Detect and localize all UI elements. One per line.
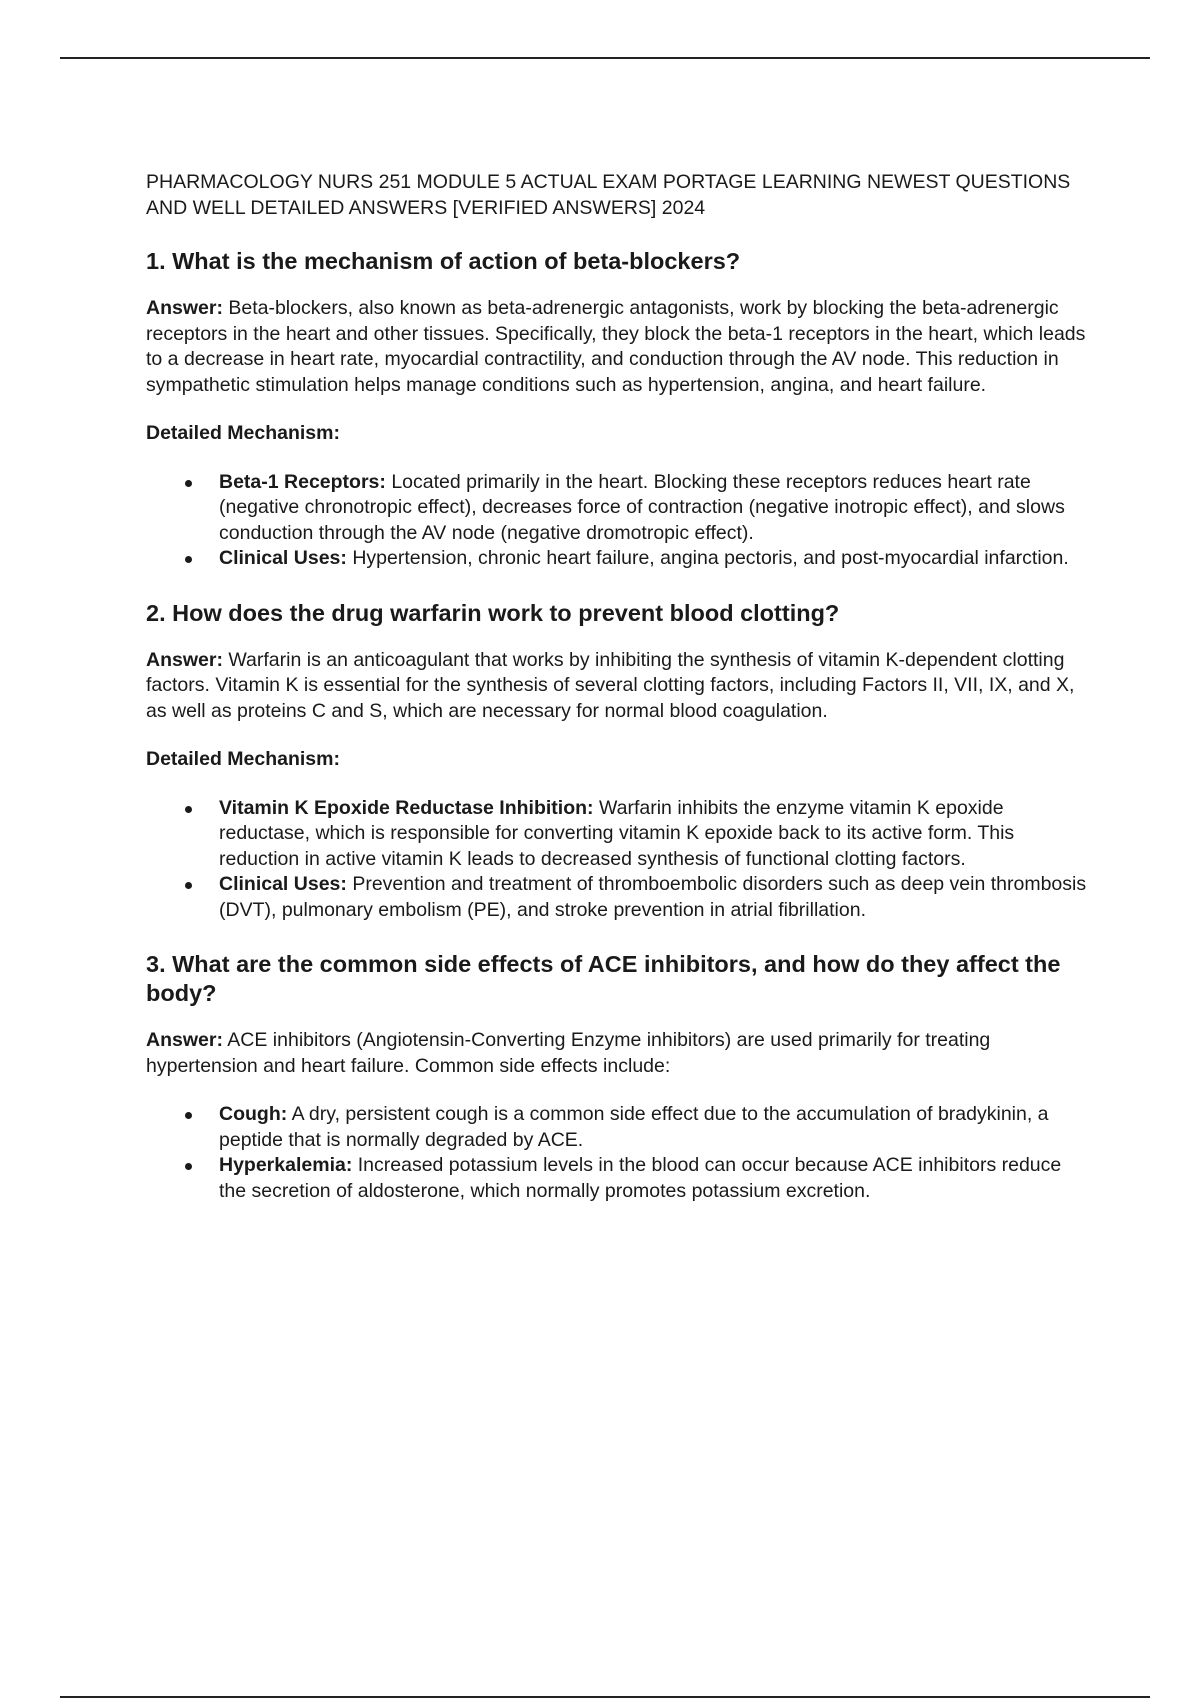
question-heading: 3. What are the common side effects of ACE inhibitors, and how do they affect the body?	[146, 951, 1061, 1006]
list-item	[219, 546, 1091, 572]
document-title: PHARMACOLOGY NURS 251 MODULE 5 ACTUAL EXAM PORTAGE LEARNING NEWEST QUESTIONS AND WELL DETAILED ANSWERS [VERIFIED ANSWERS] 2024	[146, 171, 1071, 219]
bullet-term: Cough:	[219, 1103, 288, 1125]
answer-label: Answer:	[146, 297, 223, 319]
answer-label: Answer:	[146, 1029, 223, 1051]
list-item	[219, 796, 1091, 873]
bullet-list	[146, 470, 1091, 572]
bullet-text: Prevention and treatment of thromboembolic disorders such as deep vein thrombosis (DVT), pulmonary embolism (PE), and stroke prevention in atrial fibrillation.	[219, 873, 1087, 921]
bullet-term: Clinical Uses:	[219, 547, 347, 569]
bullet-text: Warfarin inhibits the enzyme vitamin K epoxide reductase, which is responsible for converting vitamin K epoxide back to its active form. This reduction in active vitamin K leads to decreased synthesis of functional clotting factors.	[219, 796, 1015, 870]
detailed-mechanism-label: Detailed Mechanism:	[146, 748, 340, 770]
bullet-text: Increased potassium levels in the blood can occur because ACE inhibitors reduce the secretion of aldosterone, which normally promotes potassium excretion.	[219, 1154, 1062, 1202]
question-heading: 2. How does the drug warfarin work to prevent blood clotting?	[146, 599, 840, 626]
list-item	[219, 872, 1091, 923]
list-item	[219, 1153, 1091, 1204]
question-3	[146, 950, 1091, 1204]
bullet-term: Hyperkalemia:	[219, 1154, 353, 1176]
answer-paragraph	[146, 1028, 1091, 1079]
top-divider	[60, 57, 1150, 59]
document-body	[146, 170, 1091, 1231]
answer-paragraph	[146, 296, 1091, 398]
answer-label: Answer:	[146, 648, 223, 671]
list-item	[219, 470, 1091, 547]
question-1	[146, 247, 1091, 572]
bullet-term: Clinical Uses:	[219, 873, 347, 895]
bullet-text: Hypertension, chronic heart failure, angina pectoris, and post-myocardial infarction.	[352, 547, 1069, 569]
detailed-mechanism-label: Detailed Mechanism:	[146, 422, 340, 444]
bullet-term: Beta-1 Receptors:	[219, 470, 386, 493]
question-2	[146, 599, 1091, 924]
bottom-divider	[60, 1696, 1150, 1698]
bullet-term: Vitamin K Epoxide Reductase Inhibition:	[219, 796, 594, 819]
bullet-list	[146, 796, 1091, 924]
answer-paragraph	[146, 648, 1091, 725]
bullet-text: A dry, persistent cough is a common side effect due to the accumulation of bradykinin, a peptide that is normally degraded by ACE.	[219, 1103, 1049, 1151]
answer-text: Beta-blockers, also known as beta-adrenergic antagonists, work by blocking the beta-adrenergic receptors in the heart and other tissues. Specifically, they block the beta-1 receptors in the heart, which leads to a decrease in heart rate, myocardial contractility, and conduction through the AV node. This reduction in sympathetic stimulation helps manage conditions such as hypertension, angina, and heart failure.	[146, 297, 1086, 396]
bullet-text: Located primarily in the heart. Blocking these receptors reduces heart rate (negative chronotropic effect), decreases force of contraction (negative inotropic effect), and slows conduction through the AV node (negative dromotropic effect).	[219, 470, 1065, 544]
answer-text: Warfarin is an anticoagulant that works by inhibiting the synthesis of vitamin K-dependent clotting factors. Vitamin K is essential for the synthesis of several clotting factors, including Factors II, VII, IX, and X, as well as proteins C and S, which are necessary for normal blood coagulation.	[146, 648, 1075, 722]
answer-text: ACE inhibitors (Angiotensin-Converting Enzyme inhibitors) are used primarily for treating hypertension and heart failure. Common side effects include:	[146, 1029, 991, 1077]
list-item	[219, 1102, 1091, 1153]
question-heading: 1. What is the mechanism of action of beta-blockers?	[146, 248, 741, 274]
bullet-list	[146, 1102, 1091, 1204]
